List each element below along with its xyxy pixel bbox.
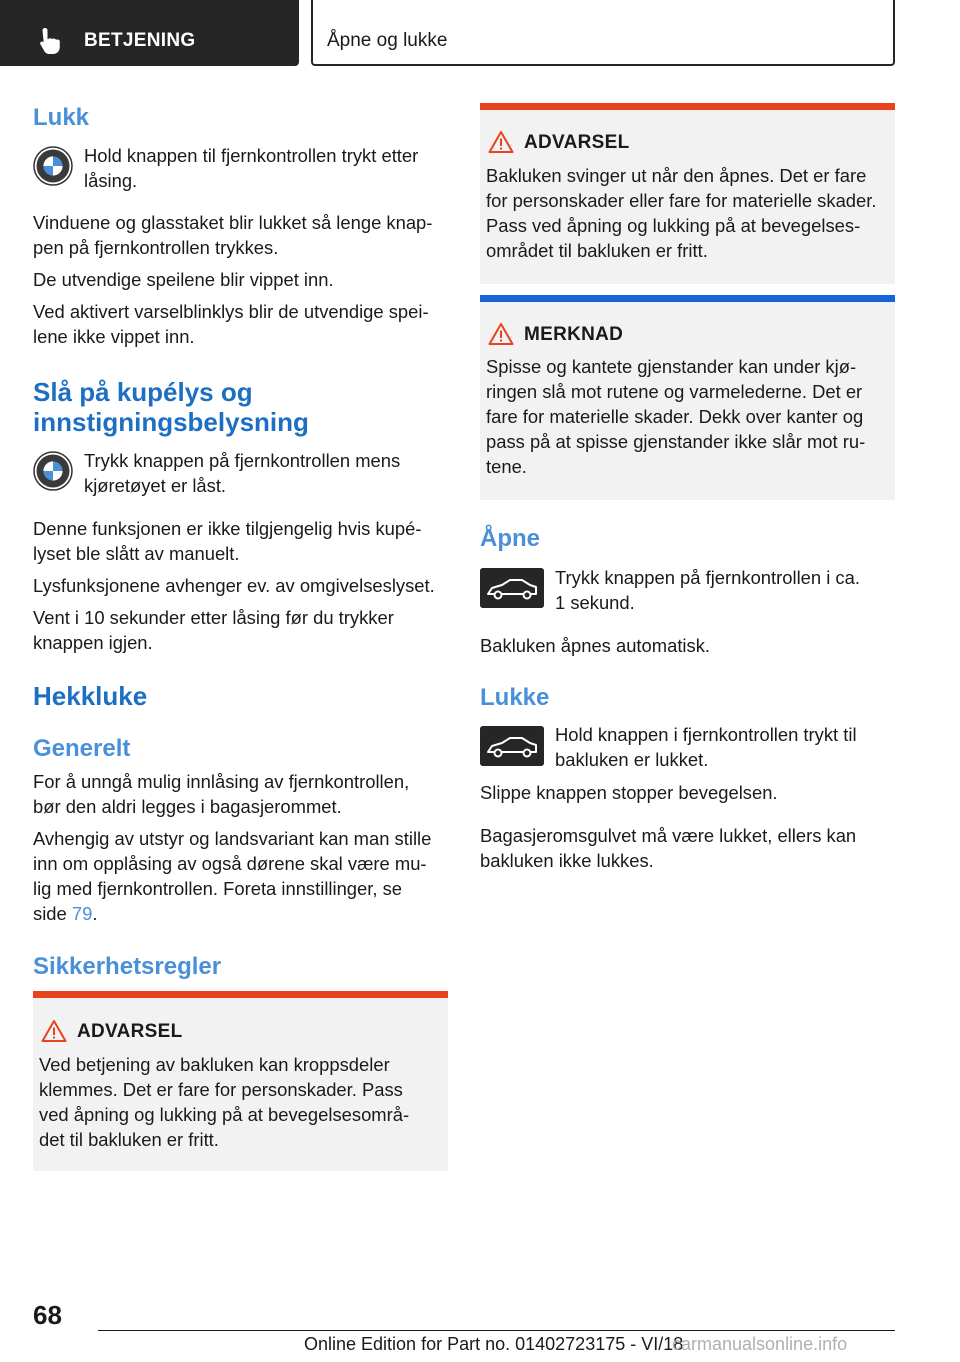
paragraph: For å unngå mulig innlåsing av fjernkontrollen, [33,771,410,792]
note-text: ringen slå mot rutene og varmelederne. Det er [486,381,863,402]
footer-divider [98,1330,895,1331]
note-text: pass på at spisse gjenstander ikke slår mot ru‐ [486,431,866,452]
hekkluke-heading: Hekkluke [33,681,148,711]
warning-text: klemmes. Det er fare for personskader. Pass [39,1079,403,1100]
warning-triangle-icon [488,322,514,346]
paragraph: Vent i 10 sekunder etter låsing før du trykker [33,607,394,628]
section-label: BETJENING [84,30,196,51]
pointing-hand-icon [36,26,66,56]
warning-title: ADVARSEL [77,1021,183,1042]
note-text: tene. [486,456,527,477]
page-number: 68 [33,1300,62,1330]
warning-triangle-icon [41,1019,67,1043]
warning-bar [33,991,448,998]
warning-triangle-icon [488,130,514,154]
car-tailgate-icon [480,726,544,766]
apne-icon-text-2: 1 sekund. [555,592,635,613]
warning-text: ved åpning og lukking på at bevegelsesområ‐ [39,1104,410,1125]
warning-bar [480,103,895,110]
warning-text: området til bakluken er fritt. [486,240,708,261]
paragraph: Avhengig av utstyr og landsvariant kan man stille [33,828,432,849]
paragraph: bør den aldri legges i bagasjerommet. [33,796,342,817]
warning-text: det til bakluken er fritt. [39,1129,219,1150]
edition-text: Online Edition for Part no. 01402723175 - VI/18 [304,1334,684,1354]
page-title-box [311,0,895,66]
warning-title: ADVARSEL [524,132,630,153]
kupe-icon-text-1: Trykk knappen på fjernkontrollen mens [84,450,401,471]
note-bar [480,295,895,302]
car-tailgate-icon [480,568,544,608]
paragraph: inn om opplåsing av også dørene skal være mu‐ [33,853,427,874]
paragraph: lyset ble slått av manuelt. [33,543,240,564]
note-box [480,295,895,500]
paragraph: Slippe knappen stopper bevegelsen. [480,782,778,803]
section-tab [0,0,299,66]
page-title: Åpne og lukke [327,30,448,51]
lukke-icon-text-2: bakluken er lukket. [555,749,709,770]
paragraph: Denne funksjonen er ikke tilgjengelig hvis kupé‐ [33,518,422,539]
paragraph: knappen igjen. [33,632,153,653]
note-title: MERKNAD [524,324,624,345]
text: . [92,903,98,924]
paragraph: pen på fjernkontrollen trykkes. [33,237,279,258]
warning-text: Bakluken svinger ut når den åpnes. Det er fare [486,165,867,186]
paragraph: Bagasjeromsgulvet må være lukket, ellers kan [480,825,857,846]
paragraph: Bakluken åpnes automatisk. [480,635,711,656]
paragraph [33,901,97,926]
paragraph: lene ikke vippet inn. [33,326,195,347]
apne-heading: Åpne [480,525,540,552]
warning-box [480,103,895,284]
warning-text: Pass ved åpning og lukking på at bevegelses‐ [486,215,861,236]
bmw-key-icon [33,451,73,491]
paragraph: bakluken ikke lukkes. [480,850,654,871]
sikkerhet-heading: Sikkerhetsregler [33,953,222,980]
warning-text: Ved betjening av bakluken kan kroppsdeler [39,1054,390,1075]
watermark: carmanualsonline.info [672,1334,848,1354]
lukke-heading: Lukke [480,684,550,711]
note-text: fare for materielle skader. Dekk over kanter og [486,406,864,427]
generelt-heading: Generelt [33,735,131,762]
lukke-icon-text-1: Hold knappen i fjernkontrollen trykt til [555,724,857,745]
kupe-heading: innstigningsbelysning [33,407,309,437]
note-text: Spisse og kantete gjenstander kan under kjø‐ [486,356,857,377]
paragraph: Ved aktivert varselblinklys blir de utvendige spei‐ [33,301,429,322]
paragraph: Lysfunksjonene avhenger ev. av omgivelseslyset. [33,575,435,596]
warning-text: for personskader eller fare for materielle skader. [486,190,877,211]
lukk-icon-text-1: Hold knappen til fjernkontrollen trykt etter [84,145,419,166]
paragraph: Vinduene og glasstaket blir lukket så lenge knap‐ [33,212,433,233]
warning-box [33,991,448,1171]
apne-icon-text-1: Trykk knappen på fjernkontrollen i ca. [555,567,860,588]
text: side [33,903,72,924]
kupe-icon-text-2: kjøretøyet er låst. [84,475,227,496]
lukk-icon-text-2: låsing. [84,170,138,191]
kupe-heading: Slå på kupélys og [33,377,253,407]
paragraph: De utvendige speilene blir vippet inn. [33,269,334,290]
bmw-key-icon [33,146,73,186]
lukk-heading: Lukk [33,104,90,131]
page-link[interactable]: 79 [71,903,93,924]
paragraph: lig med fjernkontrollen. Foreta innstillinger, se [33,878,403,899]
